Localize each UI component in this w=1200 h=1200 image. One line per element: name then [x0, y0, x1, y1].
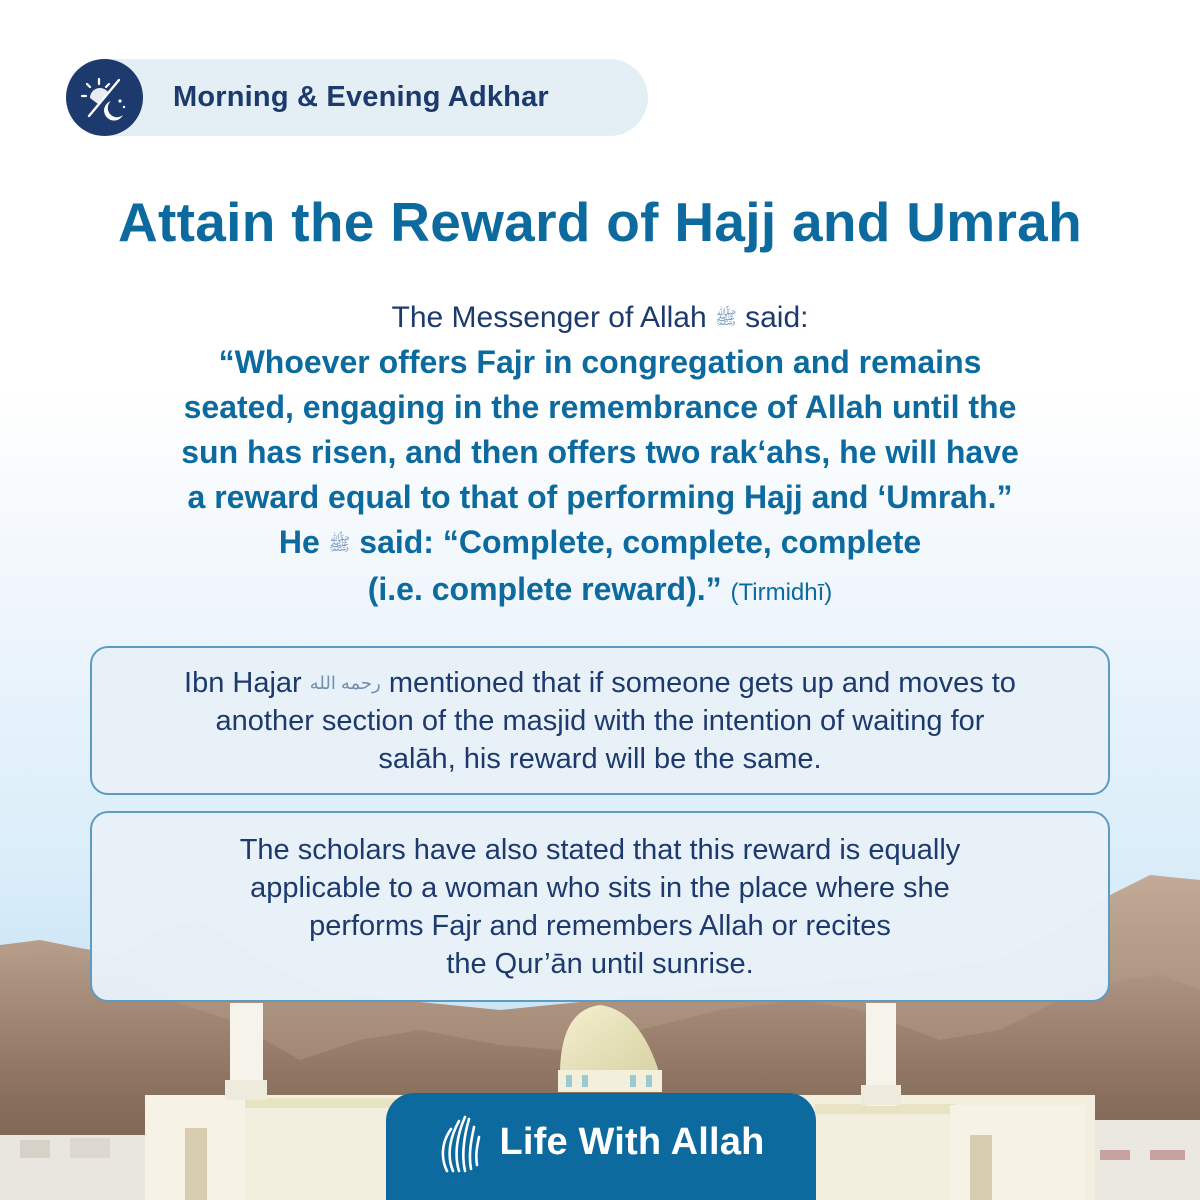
hadith-said: said: “Complete, complete, complete [359, 524, 922, 560]
hadith-intro [0, 298, 1200, 338]
note-box-scholars [90, 811, 1110, 1002]
hadith-source: (Tirmidhī) [730, 579, 833, 606]
note-box-ibn-hajar [90, 646, 1110, 795]
note-line: The scholars have also stated that this reward is equally [239, 833, 961, 866]
hadith-final: (i.e. complete reward).” [367, 571, 722, 607]
rahimahullah-icon: رحمه الله [309, 672, 381, 693]
hadith-line: seated, engaging in the remembrance of Allah until the [183, 389, 1017, 425]
note-line [184, 664, 1016, 702]
brand-badge [386, 1093, 816, 1200]
flame-stripes-logo-icon [437, 1109, 483, 1175]
note-line: another section of the masjid with the intention of waiting for [215, 704, 985, 737]
hadith-he: He [278, 524, 320, 560]
note-line: the Qur’ān until sunrise. [446, 947, 754, 980]
category-label: Morning & Evening Adkhar [173, 81, 549, 113]
note-scholar: Ibn Hajar [184, 666, 302, 699]
category-pill [66, 59, 648, 136]
note-line: performs Fajr and remembers Allah or recites [309, 909, 891, 942]
intro-said: said: [745, 301, 809, 334]
hadith-quote [60, 340, 1140, 615]
hadith-line: sun has risen, and then offers two rak‘ahs, he will have [181, 434, 1019, 470]
brand-name: Life With Allah [499, 1120, 765, 1163]
note-line: salāh, his reward will be the same. [378, 742, 822, 775]
salawat-icon: ﷺ [328, 534, 351, 554]
note-line: applicable to a woman who sits in the place where she [250, 871, 950, 904]
sun-moon-icon [66, 59, 143, 136]
hadith-line: a reward equal to that of performing Hajj and ‘Umrah.” [187, 479, 1013, 515]
page-title: Attain the Reward of Hajj and Umrah [118, 191, 1082, 253]
salawat-icon: ﷺ [715, 308, 737, 328]
hadith-line [60, 520, 1140, 567]
intro-text: The Messenger of Allah [391, 301, 707, 334]
note-text: mentioned that if someone gets up and moves to [388, 666, 1016, 699]
hadith-line [60, 567, 1140, 615]
hadith-line: “Whoever offers Fajr in congregation and remains [218, 344, 982, 380]
